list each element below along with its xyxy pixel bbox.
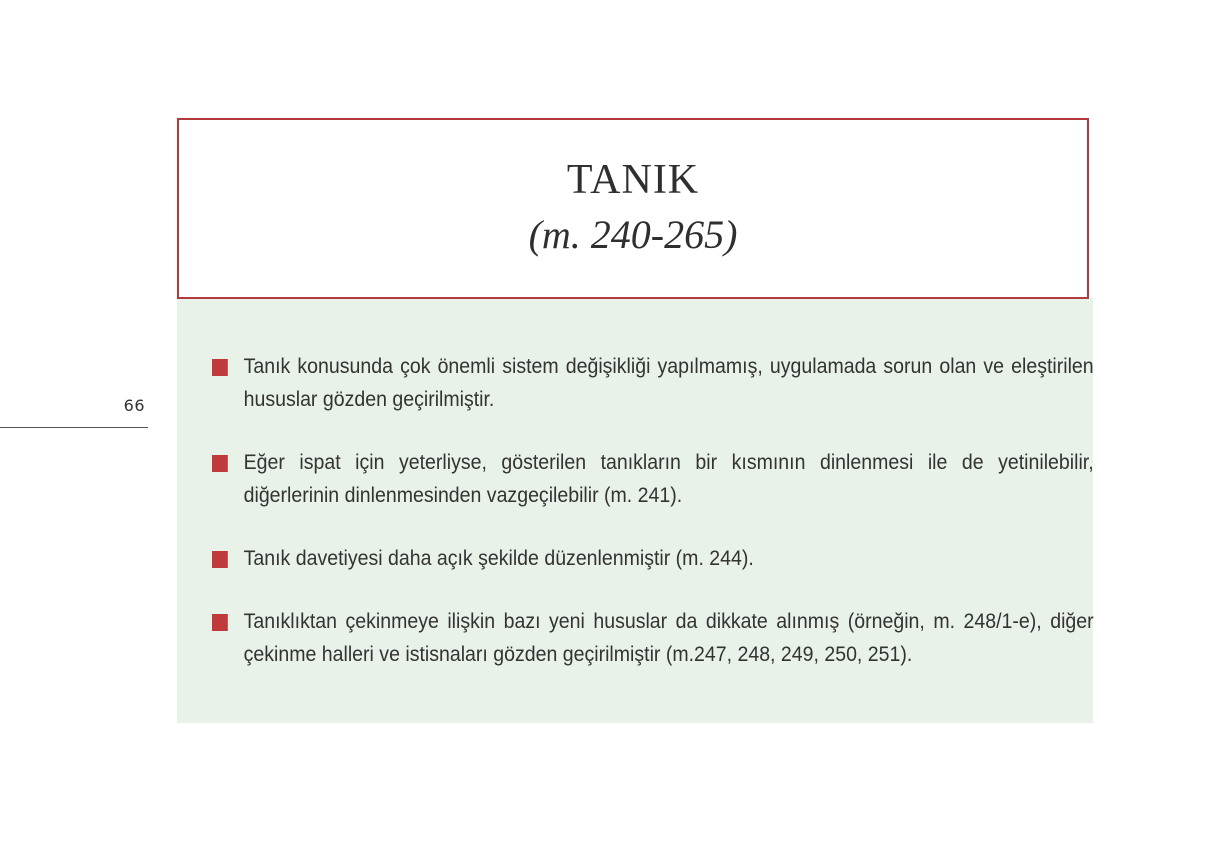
bullet-text: Tanık konusunda çok önemli sistem değişikliği yapılmamış, uygulamada sorun olan ve eleştirilen hususlar gözden geçirilmiştir. bbox=[243, 355, 1094, 411]
bullet-text: Tanıklıktan çekinmeye ilişkin bazı yeni hususlar da dikkate alınmış (örneğin, m. 248/1-e), diğer çekinme halleri ve istisnaları gözden geçirilmiştir (m.247, 248, 249, 250, 251). bbox=[243, 610, 1094, 666]
bullet-item bbox=[212, 446, 1094, 512]
page-title: TANIK bbox=[566, 157, 700, 203]
square-bullet-icon bbox=[212, 614, 228, 631]
bullet-item bbox=[212, 542, 1094, 575]
square-bullet-icon bbox=[212, 359, 228, 376]
bullet-text: Tanık davetiyesi daha açık şekilde düzenlenmiştir (m. 244). bbox=[243, 547, 754, 570]
content-panel bbox=[177, 298, 1093, 723]
bullet-list bbox=[212, 350, 1094, 701]
bullet-text: Eğer ispat için yeterliyse, gösterilen tanıkların bir kısmının dinlenmesi ile de yetinilebilir, diğerlerinin dinlenmesinden vazgeçilebilir (m. 241). bbox=[243, 451, 1094, 507]
page-number-rule bbox=[0, 427, 148, 428]
bullet-item bbox=[212, 350, 1094, 416]
square-bullet-icon bbox=[212, 455, 228, 472]
title-box bbox=[177, 118, 1089, 299]
bullet-item bbox=[212, 605, 1094, 671]
page-subtitle: (m. 240-265) bbox=[528, 212, 738, 257]
square-bullet-icon bbox=[212, 551, 228, 568]
page-number: 66 bbox=[123, 396, 145, 415]
